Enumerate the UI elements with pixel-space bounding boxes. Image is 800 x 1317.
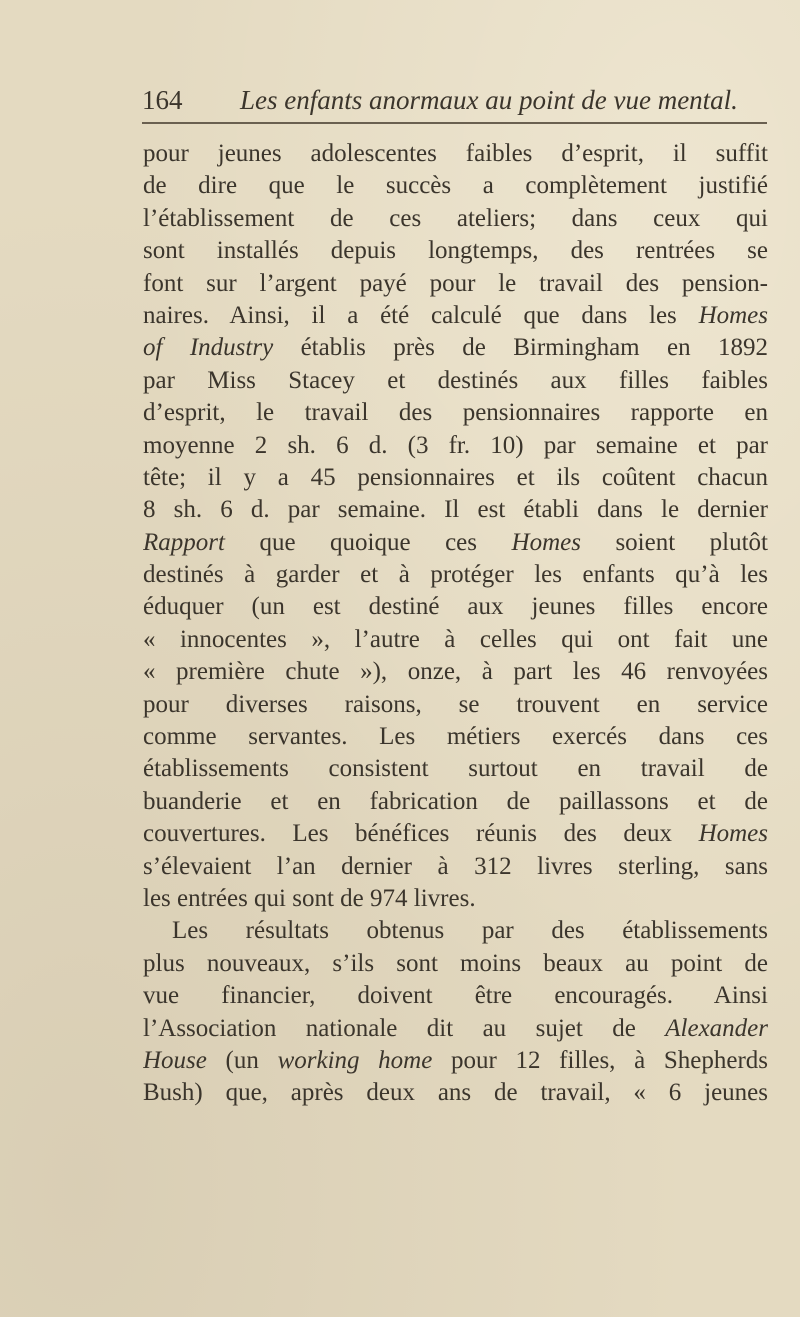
text-run: éduquer (un est destiné aux jeunes filles encore [143,593,768,621]
text-line [143,1045,768,1077]
text-run: tête; il y a 45 pensionnaires et ils coûtent chacun [143,463,768,491]
text-run: « innocentes », l’autre à celles qui ont fait une [143,625,768,653]
text-line [143,753,768,785]
text-line [143,430,768,462]
text-run: l’Association nationale dit au sujet de [143,1014,666,1042]
text-run: font sur l’argent payé pour le travail des pension- [143,269,768,297]
text-run: s’élevaient l’an dernier à 312 livres sterling, sans [143,852,768,880]
running-title: Les enfants anormaux au point de vue mental. [240,85,738,115]
italic-text: Homes [511,528,581,556]
text-line [143,300,768,332]
text-run: que quoique ces [224,528,512,556]
body-text [143,138,768,1110]
text-line [143,883,768,915]
text-line [143,365,768,397]
text-run: soient plutôt [580,528,768,556]
text-run: sont installés depuis longtemps, des rentrées se [143,237,768,265]
italic-text: Homes [698,820,768,848]
italic-text: Homes [698,301,768,329]
text-line [143,721,768,753]
text-line [143,851,768,883]
text-run: 8 sh. 6 d. par semaine. Il est établi dans le dernier [143,496,768,524]
text-run: par Miss Stacey et destinés aux filles faibles [143,366,768,394]
text-run: plus nouveaux, s’ils sont moins beaux au point de [143,949,768,977]
text-line [143,332,768,364]
text-run: moyenne 2 sh. 6 d. (3 fr. 10) par semaine et par [143,431,768,459]
text-run: buanderie et en fabrication de paillassons et de [143,787,768,815]
text-run: Bush) que, après deux ans de travail, « 6 jeunes [143,1079,768,1107]
text-line [143,656,768,688]
text-line [143,948,768,980]
text-run: pour jeunes adolescentes faibles d’esprit, il suffit [143,140,768,167]
text-line [143,786,768,818]
text-line [143,624,768,656]
text-line [143,397,768,429]
text-run: de dire que le succès a complètement justifié [143,172,768,200]
text-line [143,980,768,1012]
text-line [143,915,768,947]
text-line [143,268,768,300]
italic-text: House [143,1046,207,1074]
text-line [143,689,768,721]
italic-text: working home [277,1046,433,1074]
text-line [143,203,768,235]
text-run: l’établissement de ces ateliers; dans ceux qui [143,204,768,232]
text-line [143,494,768,526]
text-line [143,1077,768,1109]
text-run: pour diverses raisons, se trouvent en service [143,690,768,718]
text-line [143,527,768,559]
text-run: couvertures. Les bénéfices réunis des deux [143,820,699,848]
running-header [142,82,767,124]
text-run: vue financier, doivent être encouragés. Ainsi [143,982,768,1010]
text-line [143,235,768,267]
text-line [143,559,768,591]
text-run: établis près de Birmingham en 1892 [273,334,768,362]
text-run: d’esprit, le travail des pensionnaires rapporte en [143,399,768,427]
italic-text: of Industry [143,334,274,362]
text-run: les entrées qui sont de 974 livres. [143,884,476,912]
text-line [143,591,768,623]
text-run: Les résultats obtenus par des établissements [172,917,768,945]
page-number: 164 [142,85,183,115]
text-line [143,462,768,494]
text-run: comme servantes. Les métiers exercés dans ces [143,723,768,751]
text-run: (un [206,1046,278,1074]
text-run: « première chute »), onze, à part les 46 renvoyées [143,658,768,686]
text-run: établissements consistent surtout en travail de [143,755,768,783]
text-line [143,138,768,170]
text-run: destinés à garder et à protéger les enfants qu’à les [143,561,768,589]
text-run: pour 12 filles, à Shepherds [432,1046,768,1074]
text-line [143,1013,768,1045]
text-run: naires. Ainsi, il a été calculé que dans les [143,301,699,329]
text-line [143,170,768,202]
italic-text: Alexander [665,1014,768,1042]
text-line [143,818,768,850]
italic-text: Rapport [143,528,225,556]
